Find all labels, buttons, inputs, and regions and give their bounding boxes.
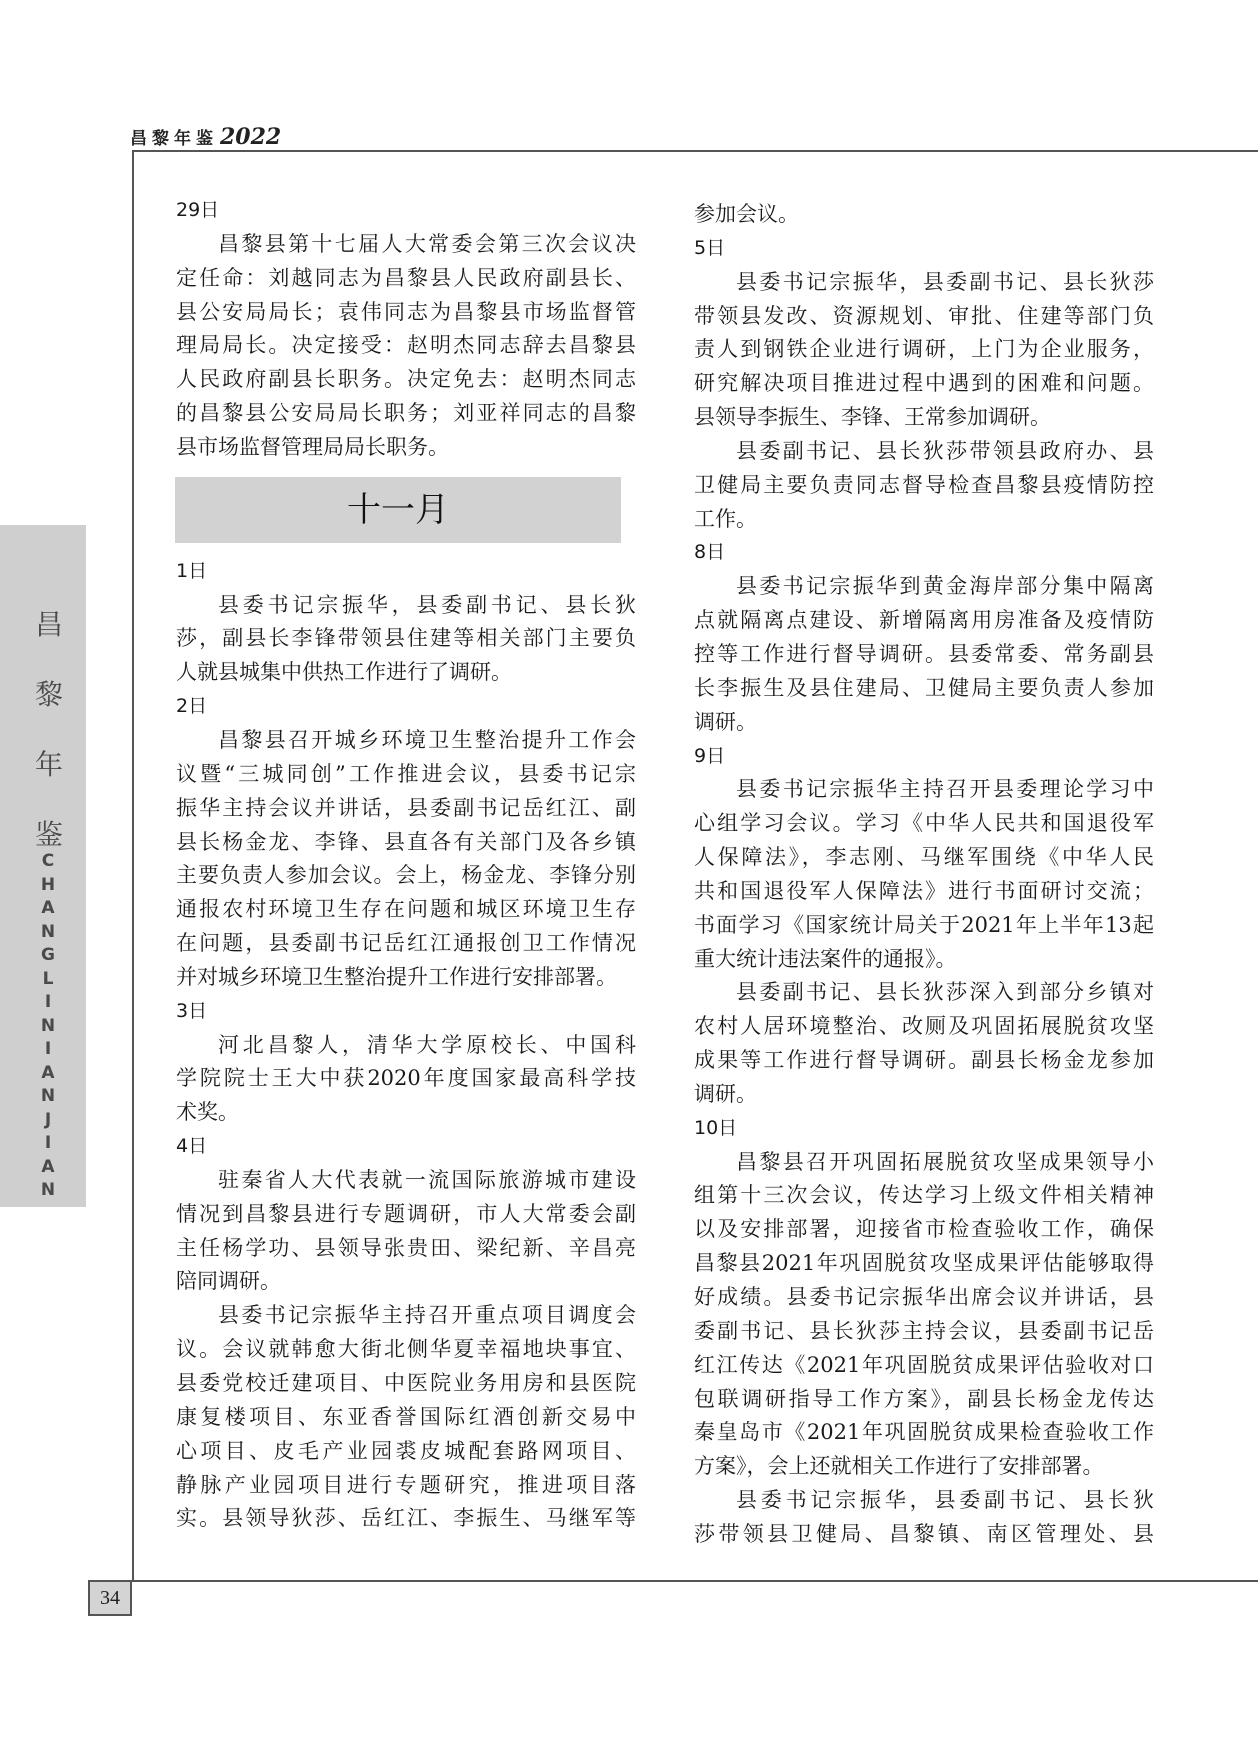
text-line: 昌黎县召开巩固拓展脱贫攻坚成果领导小: [736, 1149, 1154, 1174]
text-line: 通报农村环境卫生存在问题和城区环境卫生存: [176, 897, 636, 922]
text-line: 昌黎县召开城乡环境卫生整治提升工作会: [218, 727, 636, 752]
text-line: 以及安排部署，迎接省市检查验收工作，确保: [694, 1217, 1154, 1242]
text-line: 调研。: [694, 1081, 757, 1106]
text-line: 心项目、皮毛产业园裘皮城配套路网项目、: [176, 1438, 636, 1463]
text-line: 人就县城集中供热工作进行了调研。: [176, 660, 512, 685]
date-heading: 29日: [176, 199, 220, 221]
side-letter: A: [41, 1156, 55, 1177]
text-line: 莎带领县卫健局、昌黎镇、南区管理处、县: [694, 1521, 1154, 1546]
text-line: 县委书记宗振华，县委副书记、县长狄: [736, 1488, 1154, 1513]
text-line: 县委书记宗振华到黄金海岸部分集中隔离: [736, 574, 1154, 599]
text-line: 昌黎县2021年巩固脱贫攻坚成果评估能够取得: [694, 1251, 1154, 1276]
side-letter: N: [40, 921, 56, 942]
text-line: 县领导李振生、李锋、王常参加调研。: [694, 405, 1051, 430]
text-line: 县委书记宗振华，县委副书记、县长狄莎: [736, 269, 1154, 294]
text-line: 理局局长。决定接受：赵明杰同志辞去昌黎县: [176, 333, 636, 358]
side-letter: L: [42, 968, 54, 989]
text-line: 包联调研指导工作方案》，副县长杨金龙传达: [694, 1386, 1154, 1411]
text-line: 定任命：刘越同志为昌黎县人民政府副县长、: [176, 265, 636, 290]
header-year: 2022: [220, 124, 282, 150]
text-line: 好成绩。县委书记宗振华出席会议并讲话，县: [694, 1285, 1154, 1309]
text-line: 农村人居环境整治、改厕及巩固拓展脱贫攻坚: [694, 1014, 1154, 1039]
text-line: 成果等工作进行督导调研。副县长杨金龙参加: [694, 1048, 1154, 1073]
text-line: 人保障法》，李志刚、马继军围绕《中华人民: [694, 845, 1154, 870]
text-line: 方案》，会上还就相关工作进行了安排部署。: [694, 1454, 1104, 1479]
side-letter: N: [40, 1086, 56, 1106]
side-tab-chinese-title: [32, 590, 66, 870]
side-letter: I: [44, 1133, 52, 1153]
text-line: 莎，副县长李锋带领县住建等相关部门主要负: [176, 626, 636, 651]
text-line: 县委党校迁建项目、中医院业务用房和县医院: [176, 1371, 636, 1395]
text-line: 长李振生及县住建局、卫健局主要负责人参加: [694, 675, 1154, 700]
date-heading: 8日: [694, 541, 726, 564]
text-line: 驻秦省人大代表就一流国际旅游城市建设: [218, 1167, 636, 1192]
text-line: 工作。: [694, 506, 757, 531]
right-column: [694, 198, 1154, 1552]
date-heading: 2日: [176, 695, 208, 718]
text-line: 秦皇岛市《2021年巩固脱贫成果检查验收工作: [694, 1420, 1154, 1445]
date-heading: 5日: [694, 236, 726, 259]
left-column: [176, 194, 636, 1536]
text-line: 的昌黎县公安局局长职务；刘亚祥同志的昌黎: [176, 401, 636, 426]
side-letter: I: [44, 992, 52, 1012]
side-letter: J: [44, 1109, 52, 1130]
date-heading: 1日: [176, 559, 208, 582]
text-line: 学院院士王大中获2020年度国家最高科学技: [176, 1066, 636, 1091]
text-line: 人民政府副县长职务。决定免去：赵明杰同志: [176, 367, 636, 392]
text-line: 昌黎县第十七届人大常委会第三次会议决: [218, 231, 636, 256]
header-title: 昌黎年鉴: [130, 129, 218, 149]
date-heading: 4日: [176, 1135, 208, 1158]
side-letter: A: [41, 898, 55, 918]
text-line: 康复楼项目、东亚香誉国际红酒创新交易中: [176, 1404, 636, 1429]
text-line: 议。会议就韩愈大街北侧华夏幸福地块事宜、: [176, 1337, 636, 1362]
text-line: 主任杨学功、县领导张贵田、梁纪新、辛昌亮: [176, 1235, 636, 1260]
side-letter: N: [40, 1180, 56, 1200]
text-line: 红江传达《2021年巩固脱贫成果评估验收对口: [694, 1352, 1154, 1377]
text-line: 县委副书记、县长狄莎带领县政府办、县: [736, 438, 1154, 463]
side-char: 年: [34, 748, 63, 781]
text-line: 重大统计违法案件的通报》。: [694, 946, 957, 971]
text-line: 县市场监督管理局局长职务。: [176, 434, 449, 459]
side-letter: N: [40, 1015, 56, 1036]
text-line: 委副书记、县长狄莎主持会议，县委副书记岳: [694, 1318, 1154, 1343]
text-line: 书面学习《国家统计局关于2021年上半年13起: [694, 912, 1154, 937]
date-heading: 9日: [694, 744, 726, 767]
text-line: 议暨“三城同创”工作推进会议，县委书记宗: [176, 761, 636, 786]
frame-top-rule: [132, 150, 1258, 152]
side-letter: C: [41, 851, 55, 871]
side-letter: I: [44, 1039, 52, 1059]
text-line: 组第十三次会议，传达学习上级文件相关精神: [694, 1183, 1154, 1208]
text-line: 研究解决项目推进过程中遇到的困难和问题。: [694, 371, 1154, 396]
side-char: 鉴: [34, 818, 63, 851]
text-line: 带领县发改、资源规划、审批、住建等部门负: [694, 303, 1154, 328]
text-line: 河北昌黎人，清华大学原校长、中国科: [218, 1032, 636, 1057]
month-section-banner: 十一月: [175, 477, 621, 543]
text-line: 点就隔离点建设、新增隔离用房准备及疫情防: [694, 608, 1154, 633]
frame-bottom-rule: [132, 1580, 1258, 1582]
text-line: 县委书记宗振华，县委副书记、县长狄: [218, 592, 636, 617]
page-number: 34: [88, 1580, 132, 1616]
text-line: 术奖。: [176, 1100, 239, 1125]
text-line: 调研。: [694, 709, 757, 734]
text-line: 县委书记宗振华主持召开重点项目调度会: [218, 1303, 636, 1328]
side-char: 昌: [34, 608, 63, 641]
frame-left-rule: [132, 150, 134, 1582]
side-letter: H: [40, 874, 56, 895]
text-line: 责人到钢铁企业进行调研，上门为企业服务，: [694, 337, 1154, 362]
text-line: 参加会议。: [694, 202, 799, 226]
text-line: 静脉产业园项目进行专题研究，推进项目落: [176, 1472, 636, 1497]
text-line: 县公安局局长；袁伟同志为昌黎县市场监督管: [176, 299, 636, 324]
text-line: 县委书记宗振华主持召开县委理论学习中: [736, 777, 1154, 802]
text-line: 主要负责人参加会议。会上，杨金龙、李锋分别: [176, 863, 636, 888]
text-line: 情况到昌黎县进行专题调研，市人大常委会副: [176, 1201, 636, 1226]
text-line: 在问题，县委副书记岳红江通报创卫工作情况: [176, 931, 636, 956]
running-header: [130, 124, 281, 150]
side-letter: G: [41, 945, 55, 965]
date-heading: 10日: [694, 1116, 738, 1139]
side-tab-latin-title: [38, 850, 58, 1203]
text-line: 县长杨金龙、李锋、县直各有关部门及各乡镇: [176, 829, 636, 854]
text-line: 控等工作进行督导调研。县委常委、常务副县: [694, 641, 1154, 666]
text-line: 陪同调研。: [176, 1269, 281, 1294]
text-line: 县委副书记、县长狄莎深入到部分乡镇对: [736, 980, 1154, 1005]
text-line: 并对城乡环境卫生整治提升工作进行安排部署。: [176, 964, 617, 989]
side-char: 黎: [34, 678, 63, 711]
text-line: 卫健局主要负责同志督导检查昌黎县疫情防控: [694, 472, 1154, 497]
text-line: 共和国退役军人保障法》进行书面研讨交流；: [694, 878, 1154, 903]
side-letter: A: [41, 1062, 55, 1083]
text-line: 实。县领导狄莎、岳红江、李振生、马继军等: [176, 1506, 636, 1531]
text-line: 振华主持会议并讲话，县委副书记岳红江、副: [176, 795, 636, 820]
date-heading: 3日: [176, 999, 208, 1022]
text-line: 心组学习会议。学习《中华人民共和国退役军: [694, 811, 1154, 836]
